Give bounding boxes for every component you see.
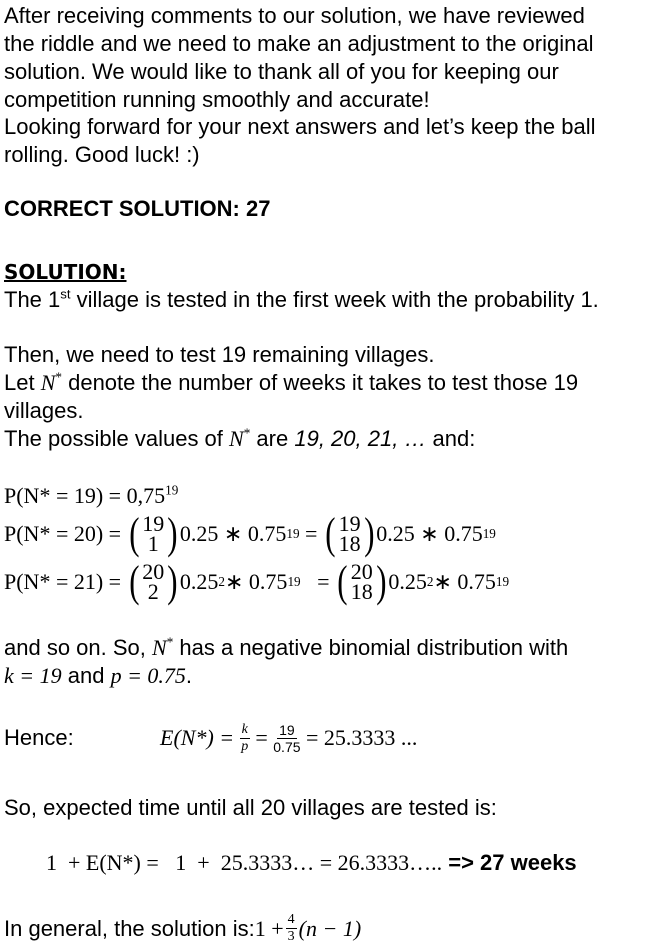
params-line: k = 19 and p = 0.75. [4, 663, 193, 688]
binomial-coefficient: ( 20 18 ) [337, 557, 387, 606]
so-on-line: and so on. So, N* has a negative binomial distribution with [4, 634, 569, 660]
solution-heading: SOLUTION: [4, 260, 127, 284]
binomial-coefficient: ( 20 2 ) [128, 557, 178, 606]
binomial-coefficient: ( 19 18 ) [325, 509, 375, 558]
intro-line-3: solution. We would like to thank all of you for keeping our [4, 59, 559, 84]
villages-line: villages. [4, 398, 84, 423]
fraction-k-over-p: $\frac{k}{p}$ [241, 721, 249, 754]
equation-2: P(N* = 20) = ( 19 1 ) 0.25 ∗ 0.75 19 = ( 19 18 ) 0.25 ∗ 0.75 19 [4, 509, 496, 558]
first-village-line: The 1st village is tested in the first week with the probability 1. [4, 286, 599, 312]
then-line: Then, we need to test 19 remaining villages. [4, 342, 435, 367]
general-solution-line: In general, the solution is: 1 + $\frac{4}{3}$ (n − 1) [4, 912, 362, 944]
fraction-4-over-3: $\frac{4}{3}$ [287, 912, 295, 944]
binomial-coefficient: ( 19 1 ) [128, 509, 178, 558]
intro-line-6: rolling. Good luck! :) [4, 142, 200, 167]
final-equation: 1 + E(N*) = 1 + 25.3333… = 26.3333….. => 27 weeks [46, 850, 577, 875]
intro-line-5: Looking forward for your next answers and let’s keep the ball [4, 114, 596, 139]
equation-3: P(N* = 21) = ( 20 2 ) 0.25 2 ∗ 0.75 19 = ( 20 18 ) 0.25 2 ∗ 0.75 19 [4, 557, 510, 606]
equation-1: $P(N* = 19) = 0,75^{19}$ [4, 482, 179, 508]
let-line: Let N* denote the number of weeks it takes to test those 19 [4, 369, 579, 395]
expectation-equation: E(N*) = $\frac{k}{p}$ = $\frac{19}{0.75}$ = 25.3333 ... [160, 721, 418, 755]
intro-line-1: After receiving comments to our solution, we have reviewed [4, 3, 585, 28]
expected-time-line: So, expected time until all 20 villages are tested is: [4, 795, 497, 820]
fraction-19-over-075: $\frac{19}{0.75}$ [273, 721, 301, 755]
hence-label: Hence: [4, 725, 74, 750]
intro-line-4: competition running smoothly and accurate! [4, 87, 430, 112]
possible-values-line: The possible values of N* are 19, 20, 21, … and: [4, 425, 476, 451]
intro-line-2: the riddle and we need to make an adjustment to the original [4, 31, 594, 56]
correct-solution-heading: CORRECT SOLUTION: 27 [4, 196, 271, 221]
